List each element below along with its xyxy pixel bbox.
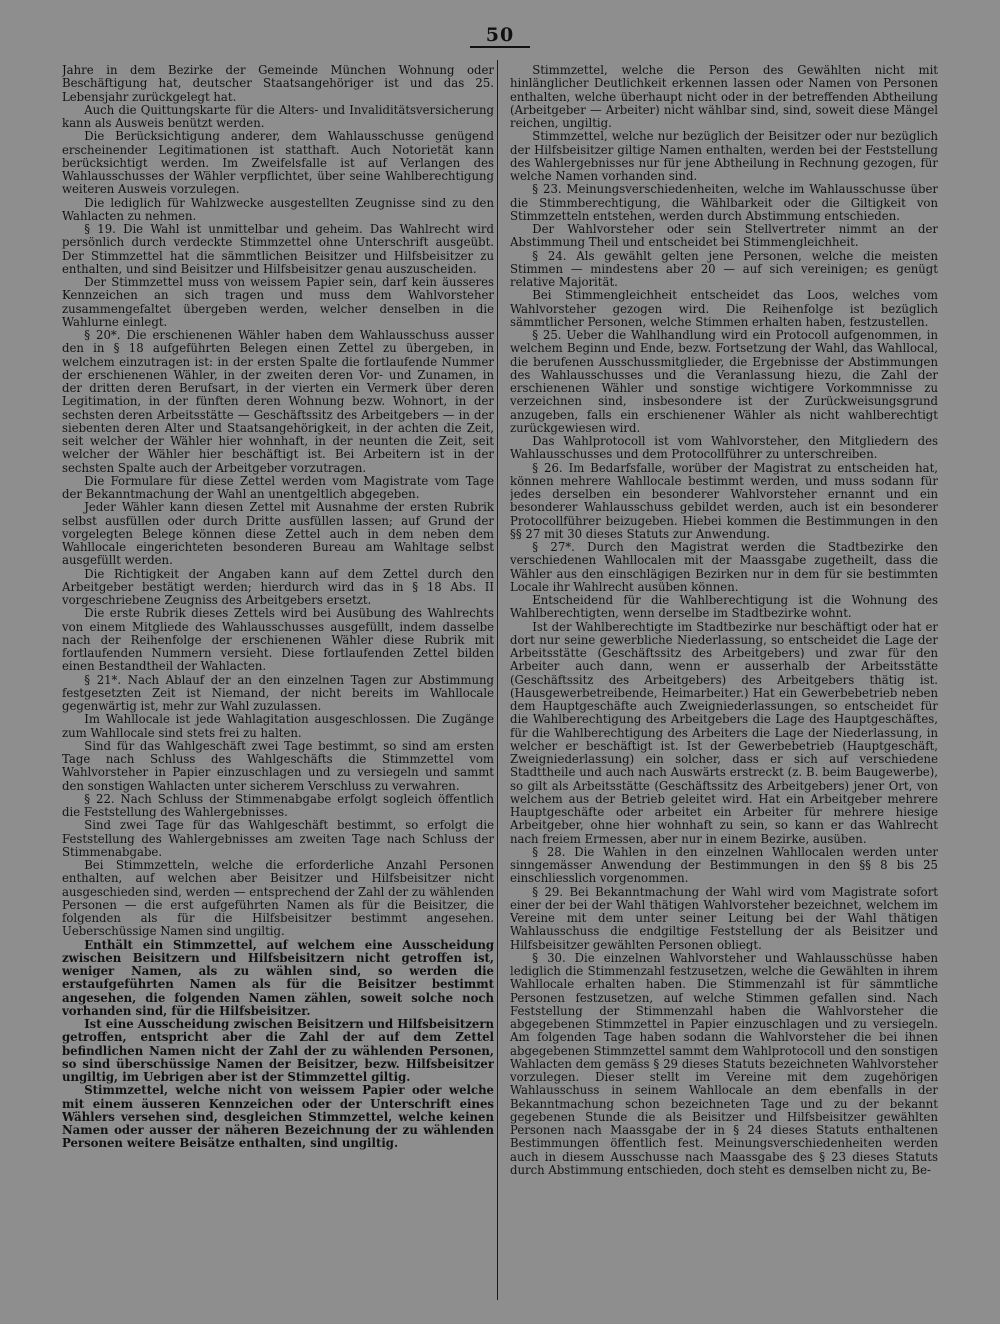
column-divider [497, 60, 498, 1300]
paragraph: Entscheidend für die Wahlberechtigung ist die Wohnung des Wahlberechtigten, wenn derselbe im Stadtbezirke wohnt. [510, 593, 938, 621]
paragraph: Ist eine Ausscheidung zwischen Beisitzern und Hilfsbeisitzern getroffen, entspricht aber die Zahl der auf dem Zettel befindlichen Namen nicht der Zahl der zu wählenden Personen, so sind überschüssige Namen der Beisitzer, bezw. Hilfsbeisitzer ungiltig, im Uebrigen aber ist der Stimmzettel giltig. [62, 1017, 494, 1084]
paragraph: § 19. Die Wahl ist unmittelbar und geheim. Das Wahlrecht wird persönlich durch verdeckte Stimmzettel ohne Unterschrift ausgeübt. Der Stimmzettel hat die sämmtlichen Beisitzer und Hilfsbeisitzer zu enthalten, und sind Beisitzer und Hilfsbeisitzer genau auszuscheiden. [62, 222, 494, 276]
paragraph: § 29. Bei Bekanntmachung der Wahl wird vom Magistrate sofort einer der bei der Wahl thätigen Wahlvorsteher bezeichnet, welchem im Vereine mit dem unter seiner Leitung bei der Wahl thätigen Wahlausschuss die endgiltige Feststellung der als Beisitzer und Hilfsbeisitzer gewählten Personen obliegt. [510, 884, 938, 952]
paragraph: Die erste Rubrik dieses Zettels wird bei Ausübung des Wahlrechts von einem Mitgliede des Wahlausschusses ausgefüllt, indem dasselbe nach der Reihenfolge der erschienenen Wähler diese Rubrik mit fortlaufenden Nummern versieht. Diese fortlaufenden Zettel bilden einen Bestandtheil der Wahlacten. [62, 606, 494, 674]
paragraph: Sind zwei Tage für das Wahlgeschäft bestimmt, so erfolgt die Feststellung des Wahlergebnisses am zweiten Tage nach Schluss der Stimmenabgabe. [62, 818, 494, 859]
paragraph: Stimmzettel, welche die Person des Gewählten nicht mit hinlänglicher Deutlichkeit erkennen lassen oder Namen von Personen enthalten, welche überhaupt nicht oder in der betreffenden Abtheilung (Arbeitgeber — Arbeiter) nicht wählbar sind, sind, soweit diese Mängel reichen, ungiltig. [510, 64, 938, 130]
paragraph: Das Wahlprotocoll ist vom Wahlvorsteher, den Mitgliedern des Wahlausschusses und dem Protocollführer zu unterschreiben. [510, 434, 938, 462]
paragraph: § 26. Im Bedarfsfalle, worüber der Magistrat zu entscheiden hat, können mehrere Wahllocale bestimmt werden, und muss sodann für jedes derselben ein besonderer Wahlvorsteher ernannt und ein besonderer Wahlausschuss gebildet werden, auch ist ein besonderer Protocollführer beizugeben. Hiebei kommen die Bestimmungen in den §§ 27 mit 30 dieses Statuts zur Anwendung. [510, 460, 938, 541]
paragraph: Sind für das Wahlgeschäft zwei Tage bestimmt, so sind am ersten Tage nach Schluss des Wahlgeschäfts die Stimmzettel vom Wahlvorsteher in Papier einzuschlagen und zu versiegeln und sammt den sonstigen Wahlacten unter sicherem Verschluss zu verwahren. [62, 738, 494, 793]
paragraph: Enthält ein Stimmzettel, auf welchem eine Ausscheidung zwischen Beisitzern und Hilfsbeisitzern nicht getroffen ist, weniger Namen, als zu wählen sind, so werden die erstaufgeführten Namen als für die Beisitzer bestimmt angesehen, die folgenden Namen zählen, soweit solche noch vorhanden sind, für die Hilfsbeisitzer. [62, 937, 494, 1018]
paragraph: § 20*. Die erschienenen Wähler haben dem Wahlausschuss ausser den in § 18 aufgeführten Belegen einen Zettel zu übergeben, in welchem einzutragen ist: in der ersten Spalte die fortlaufende Nummer der erschienenen Wähler, in der zweiten deren Vor- und Zunamen, in der dritten deren Berufsart, in der vierten ein Vermerk über deren Legitimation, in der fünften deren Wohnung bezw. Wohnort, in der sechsten deren Arbeitsstätte — Geschäftssitz des Arbeitgebers — in der siebenten deren Alter und Staatsangehörigkeit, in der achten die Zeit, seit welcher der Wähler hier wohnhaft, in der neunten die Zeit, seit welcher der Wähler hier beschäftigt ist. Bei Arbeitern ist in der sechsten Spalte auch der Arbeitgeber vorzutragen. [62, 328, 494, 475]
paragraph: Die Berücksichtigung anderer, dem Wahlausschusse genügend erscheinender Legitimationen ist statthaft. Auch Notorietät kann berücksichtigt werden. Im Zweifelsfalle ist auf Verlangen des Wahlausschusses der Wähler verpflichtet, über seine Wahlberechtigung weiteren Ausweis vorzulegen. [62, 129, 494, 197]
paragraph: § 23. Meinungsverschiedenheiten, welche im Wahlausschusse über die Stimmberechtigung, die Wählbarkeit oder die Giltigkeit von Stimmzetteln entstehen, werden durch Abstimmung entschieden. [510, 182, 938, 223]
paragraph: Die lediglich für Wahlzwecke ausgestellten Zeugnisse sind zu den Wahlacten zu nehmen. [62, 195, 494, 223]
paragraph: Die Formulare für diese Zettel werden vom Magistrate vom Tage der Bekanntmachung der Wahl an unentgeltlich abgegeben. [62, 473, 494, 501]
paragraph: Jahre in dem Bezirke der Gemeinde München Wohnung oder Beschäftigung hat, deutscher Staatsangehöriger ist und das 25. Lebensjahr zurückgelegt hat. [62, 64, 494, 104]
paragraph: § 30. Die einzelnen Wahlvorsteher und Wahlausschüsse haben lediglich die Stimmenzahl festzusetzen, welche die Gewählten in ihrem Wahllocale erhalten haben. Die Stimmenzahl ist für sämmtliche Personen festzusetzen, auf welche Stimmen gefallen sind. Nach Feststellung der Stimmenzahl haben die Wahlvorsteher die abgegebenen Stimmzettel in Papier einzuschlagen und zu versiegeln. Am folgenden Tage haben sodann die Wahlvorsteher die bei ihnen abgegebenen Stimmzettel sammt dem Wahlprotocoll und den sonstigen Wahlacten dem gemäss § 29 dieses Statuts bezeichneten Wahlvorsteher vorzulegen. Dieser stellt im Vereine mit dem zugehörigen Wahlausschuss in seinem Wahllocale an dem ebenfalls in der Bekanntmachung schon bezeichneten Tage und zu der bekannt gegebenen Stunde die als Beisitzer und Hilfsbeisitzer gewählten Personen nach Maassgabe der in § 24 dieses Statuts enthaltenen Bestimmungen öffentlich fest. Meinungsverschiedenheiten werden auch in diesem Ausschusse nach Maassgabe des § 23 dieses Statuts durch Abstimmung entschieden, doch steht es demselben nicht zu, Be- [510, 950, 938, 1177]
paragraph: § 25. Ueber die Wahlhandlung wird ein Protocoll aufgenommen, in welchem Beginn und Ende, bezw. Fortsetzung der Wahl, das Wahllocal, die berufenen Ausschussmitglieder, die Ergebnisse der Abstimmungen des Wahlausschusses und die Veranlassung hiezu, die Zahl der erschienenen Wähler und sonstige wichtigere Vorkommnisse zu verzeichnen sind, insbesondere ist der Zurückweisungsgrund anzugeben, falls ein erschienener Wähler als nicht wahlberechtigt zurückgewiesen wird. [510, 328, 938, 435]
paragraph: Der Wahlvorsteher oder sein Stellvertreter nimmt an der Abstimmung Theil und entscheidet bei Stimmengleichheit. [510, 222, 938, 250]
paragraph: Stimmzettel, welche nur bezüglich der Beisitzer oder nur bezüglich der Hilfsbeisitzer giltige Namen enthalten, werden bei der Feststellung des Wahlergebnisses nur für jene Abtheilung in Rechnung gezogen, für welche Namen vorhanden sind. [510, 129, 938, 183]
paragraph: § 21*. Nach Ablauf der an den einzelnen Tagen zur Abstimmung festgesetzten Zeit ist Niemand, der nicht bereits im Wahllocale gegenwärtig ist, mehr zur Wahl zuzulassen. [62, 672, 494, 713]
paragraph: Auch die Quittungskarte für die Alters- und Invaliditätsversicherung kann als Ausweis benützt werden. [62, 102, 494, 130]
paragraph: § 22. Nach Schluss der Stimmenabgabe erfolgt sogleich öffentlich die Feststellung des Wahlergebnisses. [62, 791, 494, 819]
page-number-rule [470, 46, 530, 48]
left-column [62, 64, 494, 1294]
paragraph: Die Richtigkeit der Angaben kann auf dem Zettel durch den Arbeitgeber bestätigt werden; hierdurch wird das in § 18 Abs. II vorgeschriebene Zeugniss des Arbeitgebers ersetzt. [62, 566, 494, 607]
paragraph: Bei Stimmzetteln, welche die erforderliche Anzahl Personen enthalten, auf welchen aber Beisitzer und Hilfsbeisitzer nicht ausgeschieden sind, werden — entsprechend der Zahl der zu wählenden Personen — die erst aufgeführten Namen als für die Beisitzer, die folgenden als für die Hilfsbeisitzer bestimmt angesehen. Ueberschüssige Namen sind ungiltig. [62, 858, 494, 939]
paragraph: § 28. Die Wahlen in den einzelnen Wahllocalen werden unter sinngemässer Anwendung der Bestimmungen in den §§ 8 bis 25 einschliesslich vorgenommen. [510, 844, 938, 886]
page-number: 50 [485, 24, 515, 46]
paragraph: § 27*. Durch den Magistrat werden die Stadtbezirke den verschiedenen Wahllocalen mit der Maassgabe zugetheilt, dass die Wähler aus den einschlägigen Bezirken nur in dem für sie bestimmten Locale ihr Wahlrecht ausüben können. [510, 540, 938, 594]
paragraph: § 24. Als gewählt gelten jene Personen, welche die meisten Stimmen — mindestens aber 20 — auf sich vereinigen; es genügt relative Majorität. [510, 248, 938, 289]
paragraph: Jeder Wähler kann diesen Zettel mit Ausnahme der ersten Rubrik selbst ausfüllen oder durch Dritte ausfüllen lassen; auf Grund der vorgelegten Belege können diese Zettel auch in dem neben dem Wahllocale eingerichteten besonderen Bureau am Wahltage selbst ausgefüllt werden. [62, 500, 494, 568]
right-column [510, 64, 938, 1294]
paragraph: Stimmzettel, welche nicht von weissem Papier oder welche mit einem äusseren Kennzeichen oder der Unterschrift eines Wählers versehen sind, desgleichen Stimmzettel, welche keinen Namen oder ausser der näheren Bezeichnung der zu wählenden Personen weitere Beisätze enthalten, sind ungiltig. [62, 1083, 494, 1151]
paragraph: Der Stimmzettel muss von weissem Papier sein, darf kein äusseres Kennzeichen an sich tragen und muss dem Wahlvorsteher zusammengefaltet übergeben werden, welcher denselben in die Wahlurne einlegt. [62, 275, 494, 329]
paragraph: Im Wahllocale ist jede Wahlagitation ausgeschlossen. Die Zugänge zum Wahllocale sind stets frei zu halten. [62, 712, 494, 740]
paragraph: Ist der Wahlberechtigte im Stadtbezirke nur beschäftigt oder hat er dort nur seine gewerbliche Niederlassung, so entscheidet die Lage der Arbeitsstätte (Geschäftssitz des Arbeitgebers) und zwar für den Arbeiter auch dann, wenn er ausserhalb der Arbeitsstätte (Geschäftssitz des Arbeitgebers) des Arbeitgebers thätig ist. (Hausgewerbetreibende, Heimarbeiter.) Hat ein Gewerbebetrieb neben dem Hauptgeschäfte auch Zweigniederlassungen, so entscheidet für die Wahlberechtigung des Arbeitgebers die Lage des Hauptgeschäftes, für die Wahlberechtigung des Arbeiters die Lage der Niederlassung, in welcher er beschäftigt ist. Ist der Gewerbebetrieb (Hauptgeschäft, Zweigniederlassung) ein solcher, dass er sich auf verschiedene Stadttheile und auch nach Auswärts erstreckt (z. B. beim Baugewerbe), so gilt als Arbeitsstätte (Geschäftssitz des Arbeitgebers) jener Ort, von welchem aus der Betrieb geleitet wird. Hat ein Arbeitgeber mehrere Hauptgeschäfte oder arbeitet ein Arbeiter für mehrere hiesige Arbeitgeber, ohne hier wohnhaft zu sein, so kann er das Wahlrecht nach freiem Ermessen, aber nur in einem Bezirke, ausüben. [510, 619, 938, 846]
paragraph: Bei Stimmengleichheit entscheidet das Loos, welches vom Wahlvorsteher gezogen wird. Die Reihenfolge ist bezüglich sämmtlicher Personen, welche Stimmen erhalten haben, festzustellen. [510, 288, 938, 329]
